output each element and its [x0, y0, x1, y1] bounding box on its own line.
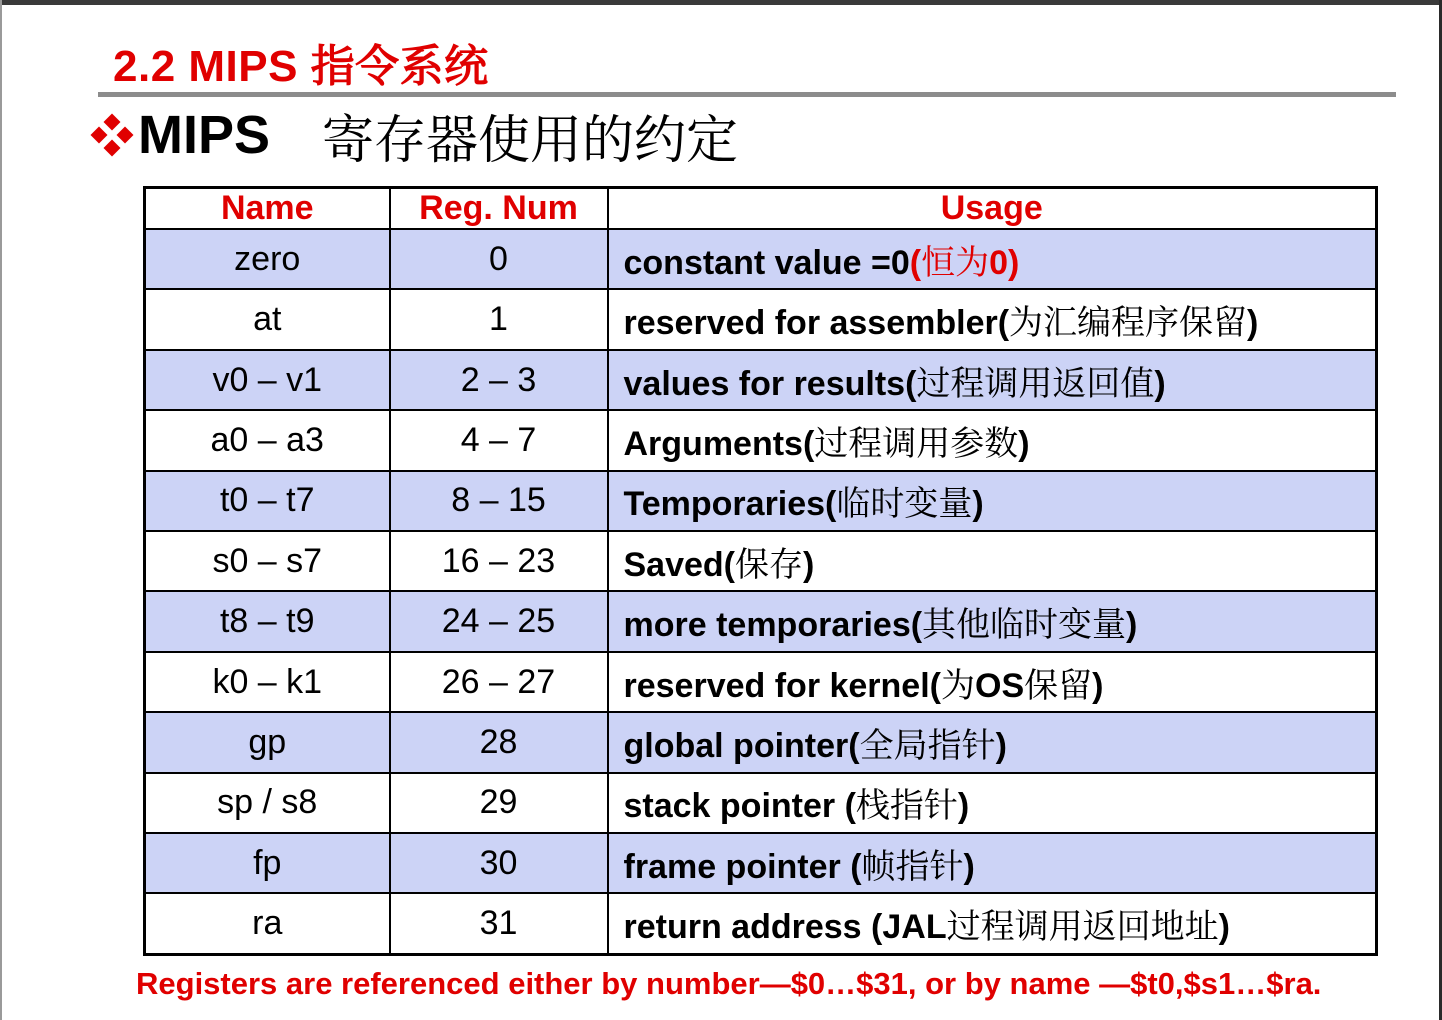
usage-text-segment: 过程调用参数: [814, 424, 1019, 463]
register-number-cell: 26 – 27: [390, 652, 608, 712]
slide-title: 2.2 MIPS 指令系统: [113, 42, 489, 91]
usage-text-segment: values for results(: [623, 364, 917, 403]
usage-text-segment: Temporaries(: [623, 485, 837, 524]
usage-text-segment: ): [1247, 304, 1259, 343]
table-row: [145, 712, 1377, 772]
register-usage-cell: [608, 410, 1377, 470]
table-header-row: [145, 188, 1377, 230]
usage-text-segment: ): [1126, 606, 1138, 645]
register-number-cell: 24 – 25: [390, 591, 608, 651]
table-row: [145, 773, 1377, 833]
usage-text-segment: stack pointer (: [623, 787, 856, 826]
table-row: [145, 471, 1377, 531]
register-usage-cell: [608, 471, 1377, 531]
usage-text-segment: OS: [975, 666, 1025, 705]
usage-text-segment: 恒为: [921, 243, 990, 282]
usage-text-segment: 为汇编程序保留: [1009, 304, 1248, 343]
register-number-cell: 16 – 23: [390, 531, 608, 591]
register-usage-cell: [608, 652, 1377, 712]
slide-frame-top: [0, 0, 1442, 5]
register-name-cell: ra: [145, 893, 390, 954]
diamond-cluster-icon: [90, 113, 134, 157]
table-row: [145, 652, 1377, 712]
usage-text-segment: constant value =0: [623, 243, 910, 282]
usage-text-segment: 保存: [735, 545, 803, 584]
register-number-cell: 4 – 7: [390, 410, 608, 470]
register-usage-cell: [608, 289, 1377, 349]
register-name-cell: zero: [145, 229, 390, 289]
register-number-cell: 8 – 15: [390, 471, 608, 531]
usage-text-segment: 保留: [1024, 666, 1093, 705]
usage-text-segment: (: [909, 243, 922, 282]
register-usage-cell: [608, 350, 1377, 410]
title-divider: [98, 92, 1396, 97]
register-usage-cell: [608, 531, 1377, 591]
heading-latin-text: MIPS: [138, 105, 271, 165]
slide-frame-left: [0, 0, 2, 1020]
register-usage-cell: [608, 229, 1377, 289]
usage-text-segment: ): [1154, 364, 1166, 403]
register-name-cell: sp / s8: [145, 773, 390, 833]
register-number-cell: 29: [390, 773, 608, 833]
usage-text-segment: ): [1018, 424, 1030, 463]
usage-text-segment: reserved for assembler(: [623, 304, 1010, 343]
usage-text-segment: more temporaries(: [623, 606, 923, 645]
usage-text-segment: ): [957, 787, 970, 826]
table-row: [145, 591, 1377, 651]
usage-text-segment: 栈指针: [855, 787, 958, 826]
usage-text-segment: frame pointer (: [623, 847, 862, 886]
header-name: Name: [145, 188, 390, 230]
usage-text-segment: 临时变量: [836, 485, 973, 524]
usage-text-segment: 为: [941, 666, 975, 705]
register-name-cell: at: [145, 289, 390, 349]
usage-text-segment: 其他临时变量: [922, 606, 1127, 645]
usage-text-segment: reserved for kernel(: [623, 666, 941, 705]
register-name-cell: t8 – t9: [145, 591, 390, 651]
table-row: [145, 229, 1377, 289]
register-number-cell: 31: [390, 893, 608, 954]
usage-text-segment: 过程调用返回地址: [946, 908, 1219, 947]
register-number-cell: 30: [390, 833, 608, 893]
table-row: [145, 410, 1377, 470]
usage-text-segment: return address (JAL: [623, 908, 947, 947]
register-number-cell: 28: [390, 712, 608, 772]
usage-text-segment: Arguments(: [623, 424, 815, 463]
table-row: [145, 531, 1377, 591]
register-number-cell: 1: [390, 289, 608, 349]
register-convention-table: [143, 186, 1378, 956]
register-number-cell: 0: [390, 229, 608, 289]
table-body: [145, 229, 1377, 955]
usage-text-segment: 0): [989, 243, 1020, 282]
table-row: [145, 893, 1377, 954]
register-name-cell: s0 – s7: [145, 531, 390, 591]
section-heading: [90, 102, 738, 168]
usage-text-segment: Saved(: [623, 545, 735, 584]
usage-text-segment: ): [1092, 666, 1104, 705]
usage-text-segment: global pointer(: [623, 726, 860, 765]
usage-text-segment: ): [803, 545, 815, 584]
register-name-cell: k0 – k1: [145, 652, 390, 712]
table-row: [145, 833, 1377, 893]
usage-text-segment: ): [1218, 908, 1230, 947]
usage-text-segment: 全局指针: [859, 726, 996, 765]
register-usage-cell: [608, 833, 1377, 893]
register-name-cell: v0 – v1: [145, 350, 390, 410]
register-name-cell: fp: [145, 833, 390, 893]
register-usage-cell: [608, 893, 1377, 954]
register-name-cell: t0 – t7: [145, 471, 390, 531]
register-usage-cell: [608, 591, 1377, 651]
table-row: [145, 350, 1377, 410]
register-usage-cell: [608, 773, 1377, 833]
register-usage-cell: [608, 712, 1377, 772]
header-reg-num: Reg. Num: [390, 188, 608, 230]
table-row: [145, 289, 1377, 349]
heading-cjk-text: 寄存器使用的约定: [322, 111, 739, 170]
usage-text-segment: ): [995, 726, 1007, 765]
register-number-cell: 2 – 3: [390, 350, 608, 410]
register-name-cell: gp: [145, 712, 390, 772]
register-name-cell: a0 – a3: [145, 410, 390, 470]
usage-text-segment: 帧指针: [861, 847, 964, 886]
header-usage: Usage: [608, 188, 1377, 230]
usage-text-segment: 过程调用返回值: [916, 364, 1155, 403]
footnote: Registers are referenced either by number—$0…$31, or by name —$t0,$s1…$ra.: [136, 966, 1322, 1001]
usage-text-segment: ): [963, 847, 975, 886]
usage-text-segment: ): [972, 485, 984, 524]
